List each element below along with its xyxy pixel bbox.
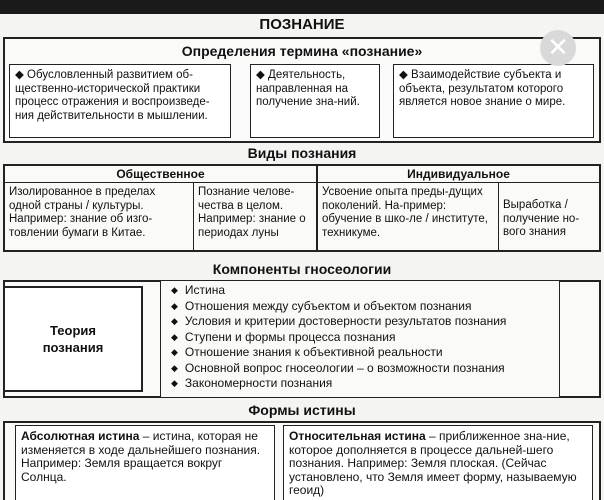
component-item: ◆ Отношения между субъектом и объектом познания — [171, 299, 559, 315]
social-cell-1: Изолированное в пределах одной страны / культуры. Например: знание об изго-товлении бумаги в Китае. — [5, 183, 194, 250]
page-title: ПОЗНАНИЕ — [259, 16, 345, 33]
kinds-table — [3, 164, 601, 252]
theory-label: Теория познания — [42, 323, 104, 355]
component-item: ◆ Ступени и формы процесса познания — [171, 330, 559, 346]
relative-truth-text: – приближенное зна-ние, которое дополняется в процессе дальней-шего познания. Например: Земля плоская. (Сейчас установлено, что Земля имеет форму, называемую геоид) — [289, 429, 577, 497]
components-heading: Компоненты гносеологии — [212, 261, 392, 277]
relative-truth-term: Относительная истина — [289, 429, 426, 443]
relative-truth-box — [283, 425, 593, 500]
definition-item-3: ◆ Взаимодействие субъекта и объекта, результатом которого является новое знание о мире. — [393, 64, 594, 138]
close-icon[interactable]: ✕ — [540, 30, 576, 66]
top-bar — [0, 0, 604, 14]
individual-label: Индивидуальное — [318, 166, 599, 183]
individual-column — [318, 166, 599, 250]
theory-label-box — [3, 286, 143, 392]
absolute-truth-term: Абсолютная истина — [21, 429, 140, 443]
definition-item-1: ◆ Обусловленный развитием об-щественно-исторической практики процесс отражения и воспроизведе-ния действительности в мышлении. — [9, 64, 231, 138]
truth-heading: Формы истины — [248, 402, 356, 418]
component-item: ◆ Закономерности познания — [171, 376, 559, 392]
social-cell-2: Познание челове-чества в целом. Например: знание о периодах луны — [198, 186, 306, 239]
kinds-heading: Виды познания — [247, 145, 357, 161]
social-column — [5, 166, 318, 250]
social-label: Общественное — [5, 166, 316, 183]
individual-cell-1: Усвоение опыта преды-дущих поколений. На-пример: обучение в шко-ле / институте, техникуме. — [318, 183, 499, 250]
individual-cell-2: Выработка / получение но-вого знания — [503, 199, 580, 238]
components-list-box — [160, 281, 560, 397]
component-item: ◆ Условия и критерии достоверности результатов познания — [171, 314, 559, 330]
component-item: ◆ Отношение знания к объективной реальности — [171, 345, 559, 361]
definition-item-2: ◆ Деятельность, направленная на получение зна-ний. — [250, 64, 380, 138]
components-list — [171, 283, 559, 392]
component-item: ◆ Основной вопрос гносеологии – о возможности познания — [171, 361, 559, 377]
component-item: ◆ Истина — [171, 283, 559, 299]
definitions-heading: Определения термина «познание» — [181, 43, 423, 59]
absolute-truth-box — [15, 425, 275, 500]
absolute-truth-text: – истина, которая не изменяется в ходе дальнейшего познания. Например: Земля вращается вокруг Солнца. — [21, 429, 261, 484]
